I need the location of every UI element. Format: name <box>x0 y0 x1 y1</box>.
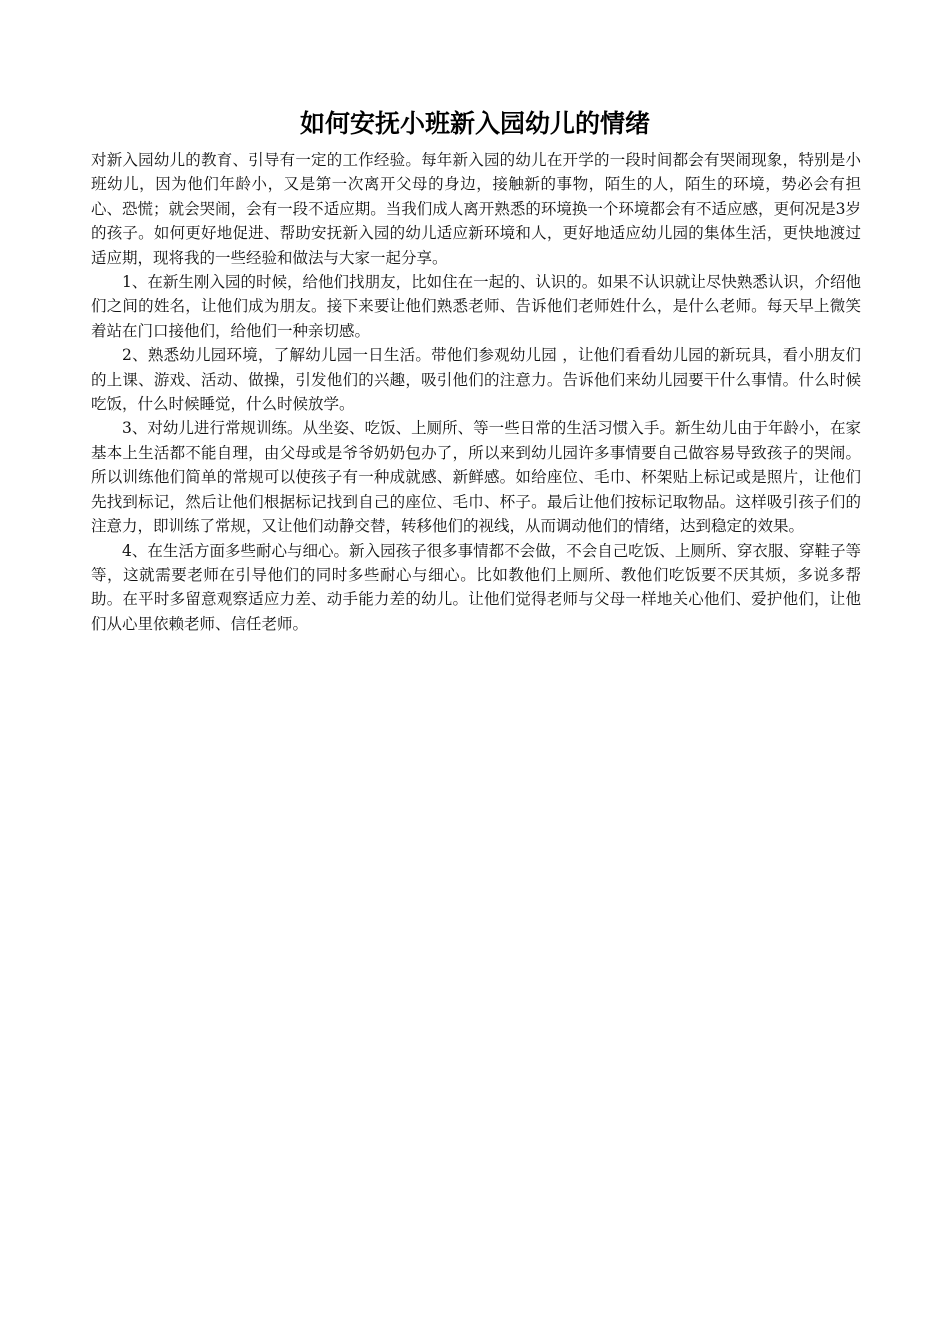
intro-paragraph: 对新入园幼儿的教育、引导有一定的工作经验。每年新入园的幼儿在开学的一段时间都会有哭闹现象，特别是小班幼儿，因为他们年龄小，又是第一次离开父母的身边，接触新的事物，陌生的人，陌生的环境，势必会有担心、恐慌；就会哭闹，会有一段不适应期。当我们成人离开熟悉的环境换一个环境都会有不适应感，更何况是3岁的孩子。如何更好地促进、帮助安抚新入园的幼儿适应新环境和人，更好地适应幼儿园的集体生活，更快地渡过适应期，现将我的一些经验和做法与大家一起分享。 <box>91 151 861 267</box>
page-title: 如何安抚小班新入园幼儿的情绪 <box>299 109 650 138</box>
document-body <box>91 148 861 636</box>
paragraph-3: 3、对幼儿进行常规训练。从坐姿、吃饭、上厕所、等一些日常的生活习惯入手。新生幼儿由于年龄小，在家基本上生活都不能自理，由父母或是爷爷奶奶包办了，所以来到幼儿园许多事情要自己做容易导致孩子的哭闹。所以训练他们简单的常规可以使孩子有一种成就感、新鲜感。如给座位、毛巾、杯架贴上标记或是照片，让他们先找到标记，然后让他们根据标记找到自己的座位、毛巾、杯子。最后让他们按标记取物品。这样吸引孩子们的注意力，即训练了常规，又让他们动静交替，转移他们的视线，从而调动他们的情绪，达到稳定的效果。 <box>91 419 861 536</box>
paragraph-2: 2、熟悉幼儿园环境，了解幼儿园一日生活。带他们参观幼儿园 ，让他们看看幼儿园的新玩具，看小朋友们的上课、游戏、活动、做操，引发他们的兴趣，吸引他们的注意力。告诉他们来幼儿园要干什么事情。什么时候吃饭，什么时候睡觉，什么时候放学。 <box>91 346 861 414</box>
paragraph-1: 1、在新生刚入园的时候，给他们找朋友，比如住在一起的、认识的。如果不认识就让尽快熟悉认识，介绍他们之间的姓名，让他们成为朋友。接下来要让他们熟悉老师、告诉他们老师姓什么，是什么老师。每天早上微笑着站在门口接他们，给他们一种亲切感。 <box>91 273 861 340</box>
paragraph-4: 4、在生活方面多些耐心与细心。新入园孩子很多事情都不会做，不会自己吃饭、上厕所、穿衣服、穿鞋子等等，这就需要老师在引导他们的同时多些耐心与细心。比如教他们上厕所、教他们吃饭要不厌其烦，多说多帮助。在平时多留意观察适应力差、动手能力差的幼儿。让他们觉得老师与父母一样地关心他们、爱护他们，让他们从心里依赖老师、信任老师。 <box>91 541 861 633</box>
